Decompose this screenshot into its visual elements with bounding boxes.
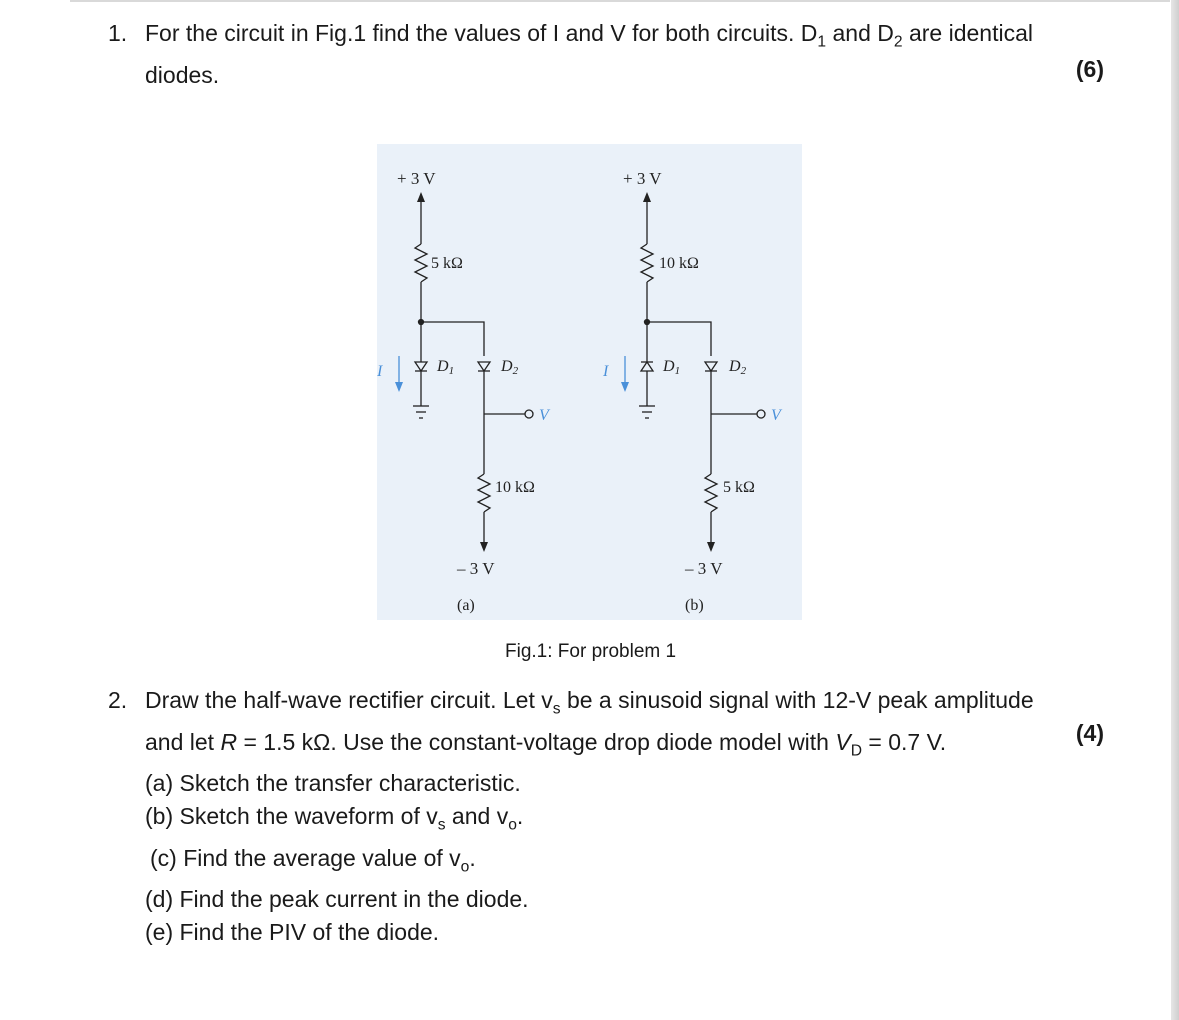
circuit-b-output-terminal-icon (757, 410, 765, 418)
circuit-a-current-label: I (377, 363, 383, 380)
circuit-a-supply-bottom: – 3 V (457, 559, 495, 578)
circuit-diagram (377, 144, 802, 620)
circuit-a-supply-arrow-icon (417, 192, 425, 202)
question-1 (108, 17, 1104, 92)
circuit-b-supply-top: + 3 V (623, 169, 662, 188)
circuit-a-resistor-bottom-icon (478, 474, 490, 512)
question-1-number: 1. (108, 20, 128, 46)
circuit-b-d2-diode-icon (705, 362, 717, 371)
circuit-a-d2-diode-icon (478, 362, 490, 371)
circuit-a-r-top-label: 5 kΩ (431, 255, 463, 272)
circuit-b-current-arrow-icon (621, 382, 629, 392)
circuit-a-output-label: V (539, 407, 549, 424)
circuit-a-current-arrow-icon (395, 382, 403, 392)
circuit-b-d2-label: D2 (729, 358, 747, 377)
circuit-a-supply-top: + 3 V (397, 169, 436, 188)
q2-part-e: (e) Find the PIV of the diode. (145, 919, 440, 946)
circuit-figure (377, 144, 802, 620)
circuit-a-d1-diode-icon (415, 362, 427, 371)
circuit-b-supply-arrow-icon (643, 192, 651, 202)
circuit-a (377, 169, 551, 614)
q1-sub1: 1 (817, 33, 827, 51)
question-1-marks: (6) (1075, 56, 1104, 82)
question-2-number: 2. (108, 687, 128, 713)
circuit-a-wire (421, 322, 484, 356)
q2-part-a: (a) Sketch the transfer characteristic. (145, 770, 521, 797)
circuit-b (602, 169, 783, 614)
question-2-text (145, 684, 1104, 949)
circuit-a-d1-label: D1 (437, 358, 455, 377)
circuit-b-d1-diode-icon (641, 362, 653, 371)
circuit-b-r-top-label: 10 kΩ (659, 255, 699, 272)
circuit-b-supply-bottom-arrow-icon (707, 542, 715, 552)
circuit-a-label: (a) (457, 597, 475, 614)
question-2 (108, 684, 1104, 949)
q1-text-part3: are identical diodes. (145, 20, 1034, 88)
q1-sub2: 2 (893, 33, 903, 51)
circuit-b-wire (647, 322, 711, 356)
circuit-b-d1-label: D1 (663, 358, 681, 377)
circuit-b-resistor-bottom-icon (705, 474, 717, 512)
circuit-a-d2-label: D2 (501, 358, 519, 377)
circuit-b-resistor-top-icon (641, 244, 653, 282)
page-right-edge (1171, 0, 1179, 1020)
circuit-b-r-bottom-label: 5 kΩ (723, 479, 755, 496)
q2-part-b: (b) Sketch the waveform of $v_s$ and $v_o$. (145, 803, 524, 834)
circuit-a-output-terminal-icon (525, 410, 533, 418)
circuit-b-supply-bottom: – 3 V (685, 559, 723, 578)
circuit-b-label: (b) (685, 597, 704, 614)
q2-line-2: and let R = 1.5 kΩ. Use the constant-voltage drop diode model with $V_D = 0.7$ V. (145, 728, 947, 760)
page-top-edge (70, 0, 1170, 2)
q2-part-d: (d) Find the peak current in the diode. (145, 886, 529, 913)
question-1-text (145, 17, 1104, 92)
q2-part-c: (c) Find the average value of $v_o$. (150, 844, 476, 876)
q1-text-part2: and D (826, 20, 894, 46)
question-2-marks: (4) (1075, 720, 1104, 746)
q2-line-1: Draw the half-wave rectifier circuit. Let $v_s$ be a sinusoid signal with 12-V peak amplitude (145, 687, 1034, 718)
circuit-a-supply-bottom-arrow-icon (480, 542, 488, 552)
circuit-a-resistor-top-icon (415, 244, 427, 282)
circuit-b-output-label: V (771, 407, 781, 424)
figure-caption: Fig.1: For problem 1 (505, 641, 677, 662)
q1-text-part1: For the circuit in Fig.1 find the values of I and V for both circuits. D (145, 20, 818, 46)
circuit-b-current-label: I (603, 363, 609, 380)
circuit-a-r-bottom-label: 10 kΩ (495, 479, 535, 496)
